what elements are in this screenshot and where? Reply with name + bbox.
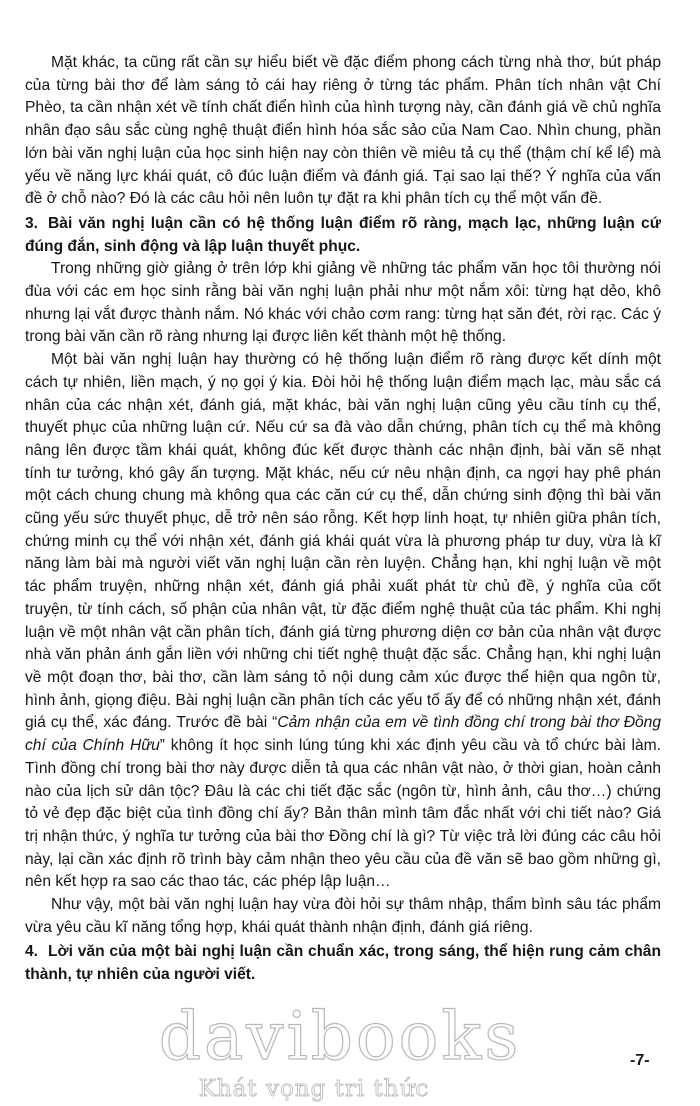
page-number: -7- <box>630 1052 650 1069</box>
section-heading-3 <box>25 213 661 258</box>
section-title-4: Lời văn của một bài nghị luận cần chuẩn xác, trong sáng, thể hiện rung cảm chân thành, tự nhiên của người viết. <box>25 943 661 984</box>
paragraph-style-analysis: Mặt khác, ta cũng rất cần sự hiểu biết về đặc điểm phong cách từng nhà thơ, bút pháp của từng bài thơ để làm sáng tỏ cái hay riêng ở từng tác phẩm. Phân tích nhân vật Chí Phèo, ta cần nhận xét về tính chất điển hình của hình tượng này, cần đánh giá về chủ nghĩa nhân đạo sâu sắc cùng nghệ thuật điển hình hóa sắc sảo của Nam Cao. Nhìn chung, phần lớn bài văn nghị luận của học sinh hiện nay còn thiên về miêu tả cụ thể (thậm chí kể lể) mà yếu về năng lực khái quát, cô đúc luận điểm và đánh giá. Tại sao lại thế? Ý nghĩa của vấn đề ở chỗ nào? Đó là các câu hỏi nên luôn tự đặt ra khi phân tích cụ thể một vấn đề. <box>25 54 661 208</box>
paragraph-conclusion: Như vậy, một bài văn nghị luận hay vừa đòi hỏi sự thâm nhập, thẩm bình sâu tác phẩm vừa yêu cầu kĩ năng tổng hợp, khái quát thành nhận định, đánh giá riêng. <box>25 896 661 936</box>
paragraph-argument-text: Một bài văn nghị luận hay thường có hệ thống luận điểm rõ ràng được kết dính một cách tự nhiên, liền mạch, ý nọ gọi ý kia. Đòi hỏi hệ thống luận điểm mạch lạc, màu sắc cá nhân của các nhận xét, đánh giá, mặt khác, bài văn nghị luận cũng yêu cầu tính cụ thể, thuyết phục của những luận cứ. Nếu cứ sa đà vào dẫn chứng, phân tích cụ thể mà không nâng lên được tầm khái quát, không đúc kết được thành các nhận định, bài văn sẽ nhạt tính tư tưởng, khó gây ấn tượng. Mặt khác, nếu cứ nêu nhận định, ca ngợi hay phê phán một cách chung chung mà không qua các căn cứ cụ thể, dẫn chứng sinh động thì bài văn cũng yếu sức thuyết phục, dễ trở nên sáo rỗng. Kết hợp linh hoạt, tự nhiên giữa phân tích, chứng minh cụ thể với nhận xét, đánh giá khái quát vừa là phương pháp tư duy, vừa là kĩ năng làm bài mà người viết văn nghị luận cần rèn luyện. Chẳng hạn, khi nghị luận về một tác phẩm truyện, những nhận xét, đánh giá phải xuất phát từ chủ đề, ý nghĩa của cốt truyện, từ tính cách, số phận của nhân vật, từ đặc điểm nghệ thuật của tác phẩm. Khi nghị luận về một nhân vật cần phân tích, đánh giá từng phương diện cơ bản của nhân vật được nhà văn phản ánh gắn liền với những chi tiết nghệ thuật đặc sắc. Chẳng hạn, khi nghị luận về một đoạn thơ, bài thơ, cần làm sáng tỏ nội dung cảm xúc được thể hiện qua ngôn từ, hình ảnh, giọng điệu. Bài nghị luận cần phân tích các yếu tố ấy để có những nhận xét, đánh giá cụ thể, xác đáng. Trước đề bài “ <box>25 351 661 732</box>
watermark-brand: davibooks <box>158 998 522 1075</box>
page-body <box>25 52 661 987</box>
paragraph-argument-text-continued: ” không ít học sinh lúng túng khi xác định yêu cầu và tổ chức bài làm. Tình đồng chí trong bài thơ này được diễn tả qua các nhân vật nào, ở thời gian, hoàn cảnh nào của lịch sử dân tộc? Đâu là các chi tiết đặc sắc (ngôn từ, hình ảnh, câu thơ…) chứng tỏ vẻ đẹp đặc biệt của tình đồng chí ấy? Bản thân mình tâm đắc nhất với chi tiết nào? Giá trị nhận thức, ý nghĩa tư tưởng của bài thơ Đồng chí là gì? Từ việc trả lời đúng các câu hỏi này, lại cần xác định rõ trình bày cảm nhận theo yêu cầu của đề văn sẽ bao gồm những gì, nên kết hợp ra sao các thao tác, các phép lập luận… <box>25 737 661 891</box>
section-number-3: 3. <box>25 214 39 232</box>
essay-prompt-quote: Cảm nhận của em về tình đồng chí trong bài thơ Đồng chí của Chính Hữu <box>25 714 662 755</box>
section-number-4: 4. <box>25 943 39 961</box>
section-title-3: Bài văn nghị luận cần có hệ thống luận điểm rõ ràng, mạch lạc, những luận cứ đúng đắn, sinh động và lập luận thuyết phục. <box>25 214 661 255</box>
paragraph-argument-system <box>25 349 661 894</box>
paragraph-sticky-rice-metaphor: Trong những giờ giảng ở trên lớp khi giảng về những tác phẩm văn học tôi thường nói đùa với các em học sinh rằng bài văn nghị luận phải như một nắm xôi: từng hạt dẻo, khô nhưng lại vắt được thành nắm. Nó khác với chảo cơm rang: từng hạt săn đét, rời rạc. Các ý trong bài văn cần rõ ràng nhưng lại được liên kết thành một hệ thống. <box>25 260 661 346</box>
section-heading-4 <box>25 941 661 986</box>
watermark-slogan: Khát vọng tri thức <box>198 1076 430 1102</box>
